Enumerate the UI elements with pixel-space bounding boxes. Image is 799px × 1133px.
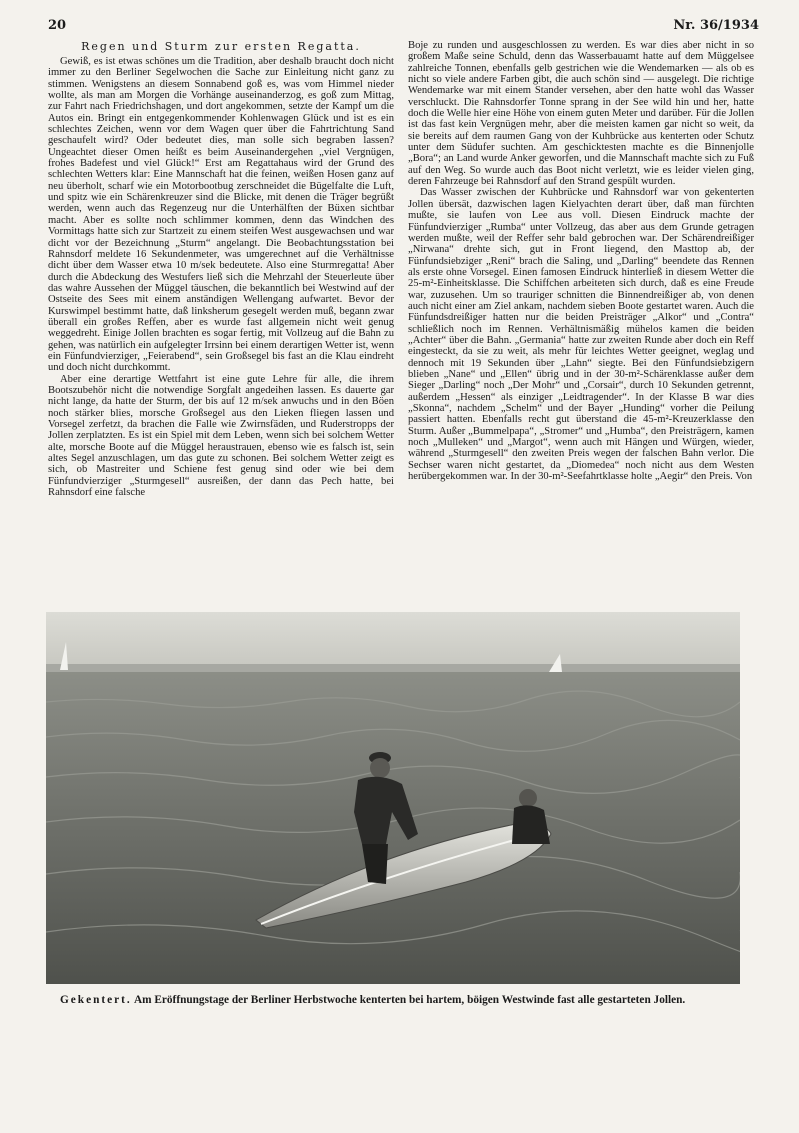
column-left: [48, 40, 394, 625]
paragraph: Boje zu runden und ausgeschlossen zu werden. Es war dies aber nicht in so großem Maße seine Schuld, denn das Wasserbauamt hatte auf dem Müggelsee zahlreiche Tonnen, ebenfalls gelb gestrichen wie die Wendemarken — als ob es nicht so viele andere Farben gibt, die auch schön sind — ausgelegt. Die richtige Wendemarke war mit einem Stander versehen, aber den hatte wohl das Wasser verschluckt. Die Rahnsdorfer Tonne sprang in der See wild hin und her, hatte doch die Welle hier eine Höhe von einem guten Meter und darüber. Für die Jollen ist das fast kein Vergnügen mehr, aber die meisten kamen gar nicht so weit, da sie bereits auf dem raumen Gang von der Kuhbrücke aus kenterten oder Schutz unter dem Südufer suchten. Am geschicktesten machte es die Binnenjolle „Bora“; an Land wurde Anker geworfen, und die Mannschaft machte sich zu Fuß auf den Weg. So wurde auch das Boot nicht verletzt, wie es leider vielen ging, deren Fahrzeuge bei Rahnsdorf auf den Strand gespült wurden.: [408, 40, 754, 188]
lake-water: [46, 672, 740, 984]
photo-illustration: [46, 612, 740, 984]
article-heading: Regen und Sturm zur ersten Regatta.: [81, 40, 361, 53]
photo-caption: [60, 993, 740, 1007]
caption-text: Am Eröffnungstage der Berliner Herbstwoche kenterten bei hartem, böigen Westwinde fast alle gestarteten Jollen.: [133, 994, 686, 1006]
paragraph: Gewiß, es ist etwas schönes um die Tradition, aber deshalb braucht doch nicht immer zu den Berliner Segelwochen die Sache zur Einleitung nicht ganz zu stimmen. Wenigstens an diesem Sonnabend goß es, was vom Himmel nieder wollte, als man am Morgen die Vorhänge auseinanderzog, es goß zum Mittag, zur Fahrt nach Friedrichshagen, und dort angekommen, setzte der Kampf um die Autos ein. Bringt ein entgegenkommender Kohlenwagen Glück und ist es ein schlechtes Zeichen, wenn vor dem Wagen quer über die Fahrtrichtung Sand geschaufelt wird? Oder bedeutet dies, man solle sich begraben lassen? Ungeachtet dieser Omen heißt es beim Auseinandergehen „viel Vergnügen, frohes Badefest und viel Glück!“ Erst am Regattahaus wird der Grund des schlechten Wetters klar: Eine Mannschaft hat die feinen, weißen Hosen ganz auf neu überholt, scharf wie ein Motorbootbug zerschneidet die Bügelfalte die Luft, und spitz wie ein Schärenkreuzer sind die Blicke, mit denen die Träger begrüßt werden, wenn auch das Regenzeug nur die Unterhälften der Büxen sichtbar macht. Aber es sollte noch schlimmer kommen, denn das Windchen des Vormittags hatte sich zur Startzeit zu einem steifen West ausgewachsen und war dicht vor der Bezeichnung „Sturm“ angelangt. Die Beobachtungsstation bei Rahnsdorf meldete 16 Sekundenmeter, was umgerechnet auf die Verhältnisse dicht über dem Wasser etwa 10 m/sek bedeutete. Also eine Sturmregatta! Aber durch die Abdeckung des Westufers ließ sich die Mehrzahl der Steuerleute über das wahre Aussehen der Müggel täuschen, die bekanntlich bei Westwind auf der Ostseite des Sees mit einem anständigen Wellengang aufwartet. Bevor der Kurswimpel bestimmt hatte, daß linksherum gesegelt werden muß, begann zwar überall ein großes Reffen, aber es wurde fast allgemein nicht weit genug weggedreht. Einige Jollen brachten es sogar fertig, mit Vollzeug auf die Bahn zu gehen, was natürlich ein aufgelegter Irrsinn bei einem derartigen Wetter ist, wenn ein Fünfundvierziger, „Feierabend“, sein Großsegel bis fast an die Klau eindreht und doch nicht durchkommt.: [48, 56, 394, 374]
paragraph: Aber eine derartige Wettfahrt ist eine gute Lehre für alle, die ihrem Bootszubehör nicht die notwendige Sorgfalt angedeihen lassen. Es dauerte gar nicht lange, da hatte der Sturm, der bis auf 12 m/sek anwuchs und in den Böen noch stärker blies, morsche Großsegel aus den Lieken fliegen lassen und Vorsegel zerfetzt, da brachen die Falle wie Zwirnsfäden, und Ruderstropps der Jollen zerplatzten. Es ist ein Spiel mit dem Leben, wenn sich bei solchem Wetter alte, morsche Boote auf die Müggel heraustrauen, ebenso wie es falsch ist, sein altes Segel anzuschlagen, um das gute zu schonen. Bei solchem Wetter zeigt es sich, ob Mastreiter und Schiene fest genug sind oder wie bei dem Fünfundvierziger „Sturmgesell“ ausreißen, der dann das Pech hatte, bei Rahnsdorf eine falsche: [48, 373, 394, 499]
caption-lead: Gekentert.: [60, 994, 132, 1006]
sky: [46, 612, 740, 672]
column-right: [408, 40, 754, 625]
capsized-dinghy-photo: [46, 612, 740, 984]
page-number: 20: [48, 18, 67, 33]
issue-number: Nr. 36/1934: [673, 18, 759, 33]
paragraph: Das Wasser zwischen der Kuhbrücke und Rahnsdorf war von gekenterten Jollen übersät, dazwischen lagen Kielyachten derart über, daß man fürchten mußte, sie laufen von Lee aus voll. Diesen Eindruck machte der Fünfundvierziger „Rumba“ unter Vollzeug, das aber aus dem Grunde getragen werden mußte, weil der Reffer sehr bald gebrochen war. Der Schärendreißiger „Nirwana“ drehte sich, gut in Front liegend, den Masttop ab, der Fünfundsiebziger „Reni“ brach die Saling, und „Darling“ beendete das Rennen als erste ohne Vorsegel. Einen famosen Eindruck hinterließ in diesem Wetter die 25-m²-Einheitsklasse. Die Schiffchen arbeiteten sich durch, daß es eine Freude war, zuzusehen. Um so trauriger schnitten die Binnendreißiger ab, von denen auch nicht einer am Ziel ankam, nachdem sieben Boote gestartet waren. Auch die Fünfundsdreißiger hatten nur die beiden Preisträger „Alkor“ und „Contra“ schließlich noch im Rennen. Verhältnismäßig mühelos kamen die beiden „Achter“ über die Bahn. „Germania“ hatte zur zweiten Runde aber doch ein Reff eingesteckt, da sie zu weit, als mehr für leichtes Wetter geeignet, weglag und dennoch mit 19 Sekunden über „Lahn“ siegte. Bei den Fünfundsiebzigern blieben „Nane“ und „Ellen“ übrig und in der 30-m²-Schärenklasse außer dem Sieger „Darling“ noch „Der Mohr“ und „Corsair“, durch 10 Sekunden getrennt, außerdem „Hessen“ als einziger „Leidtragender“. In der Klasse B war dies „Skonna“, nachdem „Schelm“ und der Bayer „Hunding“ vorher die Peilung passiert hatten. Ebenfalls recht gut überstand die 45-m²-Kreuzerklasse den Sturm. Außer „Bummelpapa“, „Stromer“ und „Humba“, den Preisträgern, kamen noch „Mulleken“ und „Margot“, wenn auch mit Hängen und Würgen, wieder, während „Sturmgesell“ den zweiten Preis wegen der falschen Bahn verlor. Die Sechser waren nicht gestartet, da „Diomedea“ noch nicht aus dem Westen herübergekommen war. In der 30-m²-Seefahrtklasse holte „Aegir“ den Preis. Von: [408, 187, 754, 483]
article-body: [48, 40, 754, 625]
